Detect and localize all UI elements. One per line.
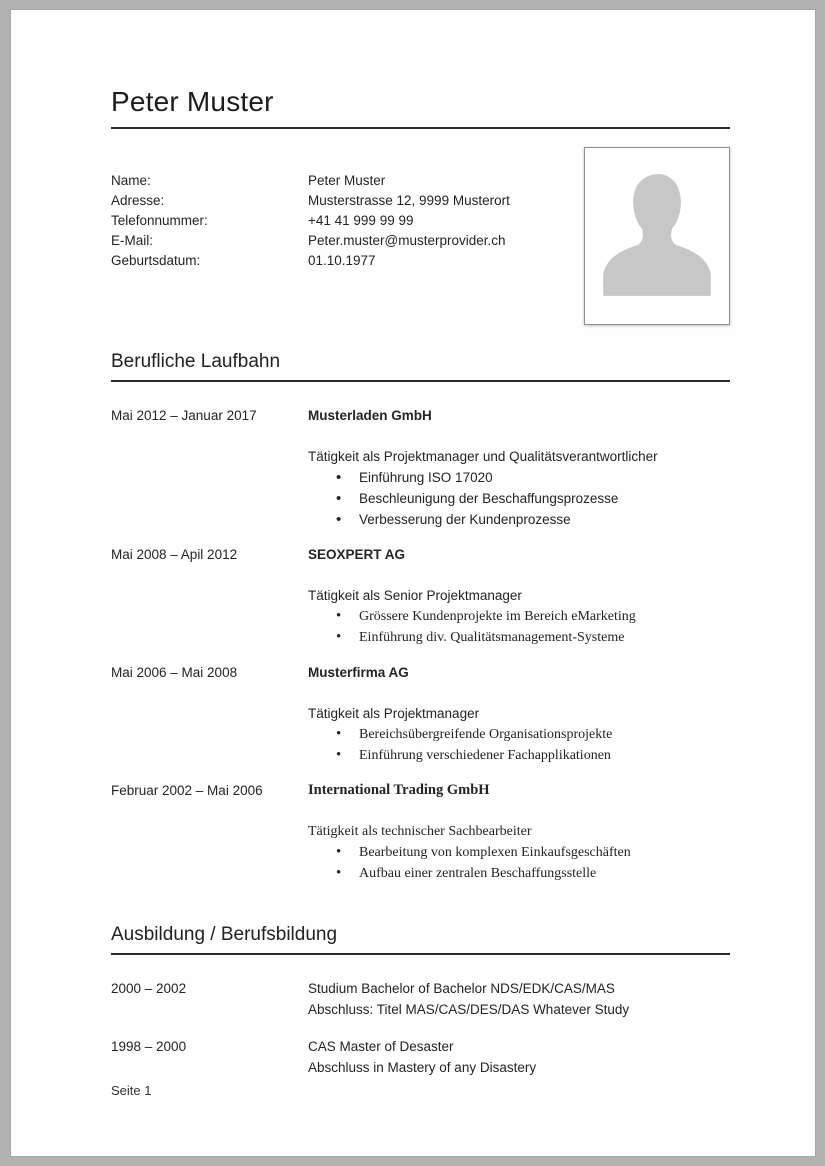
job-bullet-item: • Verbesserung der Kundenprozesse (308, 509, 730, 530)
info-label: E-Mail: (111, 233, 154, 248)
job-period: Mai 2008 – Apil 2012 (111, 547, 238, 562)
page-title: Peter Muster (111, 86, 274, 117)
education-line: Abschluss: Titel MAS/CAS/DES/DAS Whatever Study (308, 1002, 630, 1017)
job-period: Februar 2002 – Mai 2006 (111, 783, 263, 798)
education-line: Abschluss in Mastery of any Disastery (308, 1060, 537, 1075)
education-divider (111, 953, 730, 955)
info-value: +41 41 999 99 99 (308, 213, 414, 228)
education-line: CAS Master of Desaster (308, 1039, 454, 1054)
job-role: Tätigkeit als Projektmanager (308, 706, 480, 721)
job-bullet-item: • Einführung ISO 17020 (308, 467, 730, 488)
cv-page (10, 9, 816, 1157)
info-value: Musterstrasse 12, 9999 Musterort (308, 193, 510, 208)
job-bullets (308, 606, 730, 648)
job-bullet-item: • Bearbeitung von komplexen Einkaufsgeschäften (308, 842, 730, 863)
education-period: 2000 – 2002 (111, 981, 187, 996)
job-spacer (111, 585, 308, 648)
job-spacer (111, 821, 308, 884)
job-bullet-item: • Aufbau einer zentralen Beschaffungsstelle (308, 863, 730, 884)
education-period: 1998 – 2000 (111, 1039, 187, 1054)
education-description (308, 1036, 730, 1078)
job-bullet-item: • Bereichsübergreifende Organisationsprojekte (308, 724, 730, 745)
job-period: Mai 2012 – Januar 2017 (111, 408, 257, 423)
personal-info-section (111, 171, 730, 291)
job-entry (111, 662, 730, 766)
education-entry (111, 1036, 730, 1078)
job-spacer (111, 446, 308, 530)
info-value: 01.10.1977 (308, 253, 376, 268)
job-bullets (308, 842, 730, 884)
info-label: Adresse: (111, 193, 165, 208)
job-role: Tätigkeit als Projektmanager und Qualitätsverantwortlicher (308, 449, 658, 464)
job-bullet-item: • Einführung div. Qualitätsmanagement-Systeme (308, 627, 730, 648)
job-spacer (111, 703, 308, 766)
info-label: Geburtsdatum: (111, 253, 201, 268)
job-period: Mai 2006 – Mai 2008 (111, 665, 238, 680)
education-entry (111, 978, 730, 1020)
person-silhouette-icon (595, 160, 719, 310)
job-company: SEOXPERT AG (308, 547, 406, 562)
job-entry (111, 405, 730, 530)
section-heading-education: Ausbildung / Berufsbildung (111, 924, 338, 945)
title-divider (111, 127, 730, 129)
job-entry (111, 780, 730, 884)
job-bullets (308, 724, 730, 766)
info-label: Name: (111, 173, 151, 188)
career-entries (111, 405, 730, 884)
education-description (308, 978, 730, 1020)
education-entries (111, 978, 730, 1078)
job-entry (111, 544, 730, 648)
job-bullet-item: • Beschleunigung der Beschaffungsprozesse (308, 488, 730, 509)
job-role: Tätigkeit als technischer Sachbearbeiter (308, 824, 532, 839)
section-heading-career: Berufliche Laufbahn (111, 351, 281, 372)
info-value: Peter Muster (308, 173, 386, 188)
job-bullet-item: • Grössere Kundenprojekte im Bereich eMarketing (308, 606, 730, 627)
job-bullet-item: • Einführung verschiedener Fachapplikationen (308, 745, 730, 766)
job-company: Musterladen GmbH (308, 408, 432, 423)
photo-placeholder (584, 147, 730, 325)
job-bullets (308, 467, 730, 530)
job-company: Musterfirma AG (308, 665, 409, 680)
page-number: Seite 1 (111, 1083, 152, 1098)
career-divider (111, 380, 730, 382)
job-company: International Trading GmbH (308, 782, 490, 798)
job-role: Tätigkeit als Senior Projektmanager (308, 588, 522, 603)
info-value: Peter.muster@musterprovider.ch (308, 233, 506, 248)
education-line: Studium Bachelor of Bachelor NDS/EDK/CAS/MAS (308, 981, 615, 996)
info-label: Telefonnummer: (111, 213, 208, 228)
